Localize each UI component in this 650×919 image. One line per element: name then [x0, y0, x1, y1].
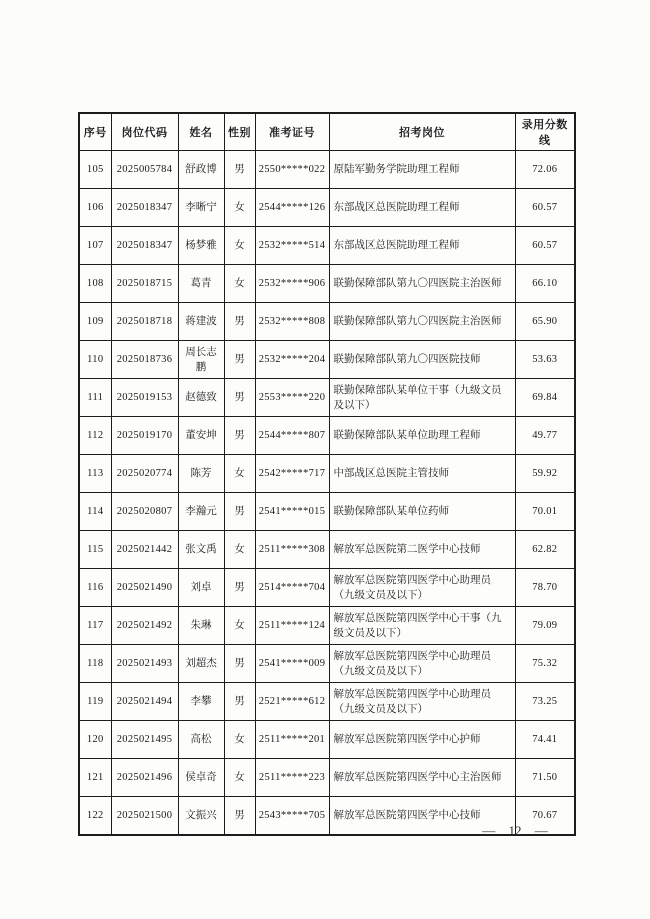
cell-gender: 女 — [224, 607, 255, 645]
cell-ticket: 2553*****220 — [255, 379, 329, 417]
cell-ticket: 2532*****514 — [255, 227, 329, 265]
cell-position: 解放军总医院第四医学中心助理员（九级文员及以下） — [329, 645, 515, 683]
cell-gender: 女 — [224, 227, 255, 265]
column-header-index: 序号 — [79, 113, 111, 151]
cell-code: 2025020807 — [111, 493, 178, 531]
cell-position: 原陆军勤务学院助理工程师 — [329, 151, 515, 189]
cell-name: 董安坤 — [178, 417, 224, 455]
cell-ticket: 2521*****612 — [255, 683, 329, 721]
cell-name: 高松 — [178, 721, 224, 759]
cell-index: 116 — [79, 569, 111, 607]
cell-position: 东部战区总医院助理工程师 — [329, 227, 515, 265]
cell-score: 65.90 — [515, 303, 575, 341]
cell-code: 2025021492 — [111, 607, 178, 645]
cell-gender: 男 — [224, 303, 255, 341]
cell-gender: 男 — [224, 797, 255, 836]
cell-position: 解放军总医院第四医学中心助理员（九级文员及以下） — [329, 569, 515, 607]
cell-code: 2025021496 — [111, 759, 178, 797]
cell-score: 59.92 — [515, 455, 575, 493]
cell-index: 121 — [79, 759, 111, 797]
table-row — [79, 265, 575, 303]
cell-gender: 女 — [224, 265, 255, 303]
cell-score: 66.10 — [515, 265, 575, 303]
cell-score: 49.77 — [515, 417, 575, 455]
cell-index: 112 — [79, 417, 111, 455]
table-row — [79, 455, 575, 493]
cell-code: 2025021442 — [111, 531, 178, 569]
cell-index: 114 — [79, 493, 111, 531]
cell-gender: 男 — [224, 379, 255, 417]
cell-code: 2025021490 — [111, 569, 178, 607]
cell-index: 107 — [79, 227, 111, 265]
cell-name: 周长志鹏 — [178, 341, 224, 379]
table-row — [79, 227, 575, 265]
table-row — [79, 151, 575, 189]
cell-index: 119 — [79, 683, 111, 721]
cell-score: 62.82 — [515, 531, 575, 569]
column-header-name: 姓名 — [178, 113, 224, 151]
cell-position: 解放军总医院第四医学中心干事（九级文员及以下） — [329, 607, 515, 645]
cell-gender: 男 — [224, 645, 255, 683]
cell-name: 李攀 — [178, 683, 224, 721]
cell-ticket: 2511*****201 — [255, 721, 329, 759]
cell-score: 72.06 — [515, 151, 575, 189]
table-row — [79, 721, 575, 759]
table-row — [79, 303, 575, 341]
cell-position: 解放军总医院第四医学中心助理员（九级文员及以下） — [329, 683, 515, 721]
cell-position: 联勤保障部队第九〇四医院技师 — [329, 341, 515, 379]
cell-position: 解放军总医院第四医学中心主治医师 — [329, 759, 515, 797]
cell-gender: 男 — [224, 151, 255, 189]
cell-name: 李瀚元 — [178, 493, 224, 531]
cell-score: 70.01 — [515, 493, 575, 531]
cell-code: 2025021495 — [111, 721, 178, 759]
cell-gender: 女 — [224, 455, 255, 493]
cell-index: 110 — [79, 341, 111, 379]
cell-score: 79.09 — [515, 607, 575, 645]
cell-position: 东部战区总医院助理工程师 — [329, 189, 515, 227]
cell-name: 葛青 — [178, 265, 224, 303]
cell-index: 105 — [79, 151, 111, 189]
cell-score: 73.25 — [515, 683, 575, 721]
cell-code: 2025005784 — [111, 151, 178, 189]
cell-name: 朱琳 — [178, 607, 224, 645]
cell-gender: 男 — [224, 683, 255, 721]
table-row — [79, 683, 575, 721]
cell-index: 115 — [79, 531, 111, 569]
cell-ticket: 2532*****204 — [255, 341, 329, 379]
table-row — [79, 379, 575, 417]
cell-code: 2025020774 — [111, 455, 178, 493]
cell-index: 109 — [79, 303, 111, 341]
cell-ticket: 2541*****009 — [255, 645, 329, 683]
cell-code: 2025021500 — [111, 797, 178, 836]
cell-name: 杨梦雅 — [178, 227, 224, 265]
cell-gender: 男 — [224, 493, 255, 531]
cell-name: 赵德致 — [178, 379, 224, 417]
cell-ticket: 2541*****015 — [255, 493, 329, 531]
cell-index: 106 — [79, 189, 111, 227]
cell-ticket: 2532*****808 — [255, 303, 329, 341]
cell-ticket: 2532*****906 — [255, 265, 329, 303]
cell-ticket: 2544*****807 — [255, 417, 329, 455]
table-header-row — [79, 113, 575, 151]
cell-index: 111 — [79, 379, 111, 417]
cell-score: 75.32 — [515, 645, 575, 683]
page-number: — 12 — — [482, 823, 548, 838]
cell-name: 文振兴 — [178, 797, 224, 836]
cell-score: 70.67 — [515, 797, 575, 836]
cell-position: 解放军总医院第四医学中心护师 — [329, 721, 515, 759]
cell-gender: 男 — [224, 569, 255, 607]
cell-index: 120 — [79, 721, 111, 759]
cell-code: 2025019170 — [111, 417, 178, 455]
cell-index: 122 — [79, 797, 111, 836]
cell-code: 2025018347 — [111, 227, 178, 265]
cell-ticket: 2514*****704 — [255, 569, 329, 607]
cell-position: 联勤保障部队某单位药师 — [329, 493, 515, 531]
cell-code: 2025018736 — [111, 341, 178, 379]
cell-position: 联勤保障部队第九〇四医院主治医师 — [329, 303, 515, 341]
cell-ticket: 2543*****705 — [255, 797, 329, 836]
cell-position: 中部战区总医院主管技师 — [329, 455, 515, 493]
column-header-gender: 性别 — [224, 113, 255, 151]
cell-ticket: 2550*****022 — [255, 151, 329, 189]
cell-position: 联勤保障部队某单位干事（九级文员及以下） — [329, 379, 515, 417]
cell-position: 解放军总医院第四医学中心技师 — [329, 797, 515, 836]
cell-gender: 女 — [224, 189, 255, 227]
cell-name: 侯卓奇 — [178, 759, 224, 797]
cell-ticket: 2544*****126 — [255, 189, 329, 227]
cell-name: 张文禹 — [178, 531, 224, 569]
recruitment-score-table — [78, 112, 576, 836]
cell-score: 60.57 — [515, 189, 575, 227]
cell-gender: 女 — [224, 721, 255, 759]
cell-position: 解放军总医院第二医学中心技师 — [329, 531, 515, 569]
cell-gender: 女 — [224, 531, 255, 569]
cell-ticket: 2511*****124 — [255, 607, 329, 645]
table-row — [79, 417, 575, 455]
column-header-ticket: 准考证号 — [255, 113, 329, 151]
cell-code: 2025021494 — [111, 683, 178, 721]
table-row — [79, 341, 575, 379]
column-header-position: 招考岗位 — [329, 113, 515, 151]
cell-name: 舒政博 — [178, 151, 224, 189]
cell-gender: 男 — [224, 341, 255, 379]
cell-name: 刘卓 — [178, 569, 224, 607]
cell-code: 2025018347 — [111, 189, 178, 227]
cell-name: 陈芳 — [178, 455, 224, 493]
cell-score: 69.84 — [515, 379, 575, 417]
table-header — [79, 113, 575, 151]
table-row — [79, 531, 575, 569]
cell-ticket: 2511*****223 — [255, 759, 329, 797]
cell-code: 2025018718 — [111, 303, 178, 341]
cell-ticket: 2511*****308 — [255, 531, 329, 569]
cell-gender: 男 — [224, 417, 255, 455]
cell-score: 53.63 — [515, 341, 575, 379]
cell-position: 联勤保障部队某单位助理工程师 — [329, 417, 515, 455]
cell-ticket: 2542*****717 — [255, 455, 329, 493]
cell-score: 60.57 — [515, 227, 575, 265]
cell-gender: 女 — [224, 759, 255, 797]
cell-score: 71.50 — [515, 759, 575, 797]
table-row — [79, 569, 575, 607]
table-row — [79, 607, 575, 645]
table-row — [79, 645, 575, 683]
cell-code: 2025019153 — [111, 379, 178, 417]
cell-name: 刘超杰 — [178, 645, 224, 683]
cell-code: 2025018715 — [111, 265, 178, 303]
column-header-code: 岗位代码 — [111, 113, 178, 151]
cell-index: 118 — [79, 645, 111, 683]
cell-score: 78.70 — [515, 569, 575, 607]
table-row — [79, 759, 575, 797]
table-row — [79, 493, 575, 531]
cell-position: 联勤保障部队第九〇四医院主治医师 — [329, 265, 515, 303]
cell-name: 蒋建波 — [178, 303, 224, 341]
cell-code: 2025021493 — [111, 645, 178, 683]
cell-index: 117 — [79, 607, 111, 645]
cell-score: 74.41 — [515, 721, 575, 759]
cell-index: 113 — [79, 455, 111, 493]
column-header-score: 录用分数线 — [515, 113, 575, 151]
table-body — [79, 151, 575, 836]
table-row — [79, 189, 575, 227]
cell-name: 李晰宁 — [178, 189, 224, 227]
cell-index: 108 — [79, 265, 111, 303]
